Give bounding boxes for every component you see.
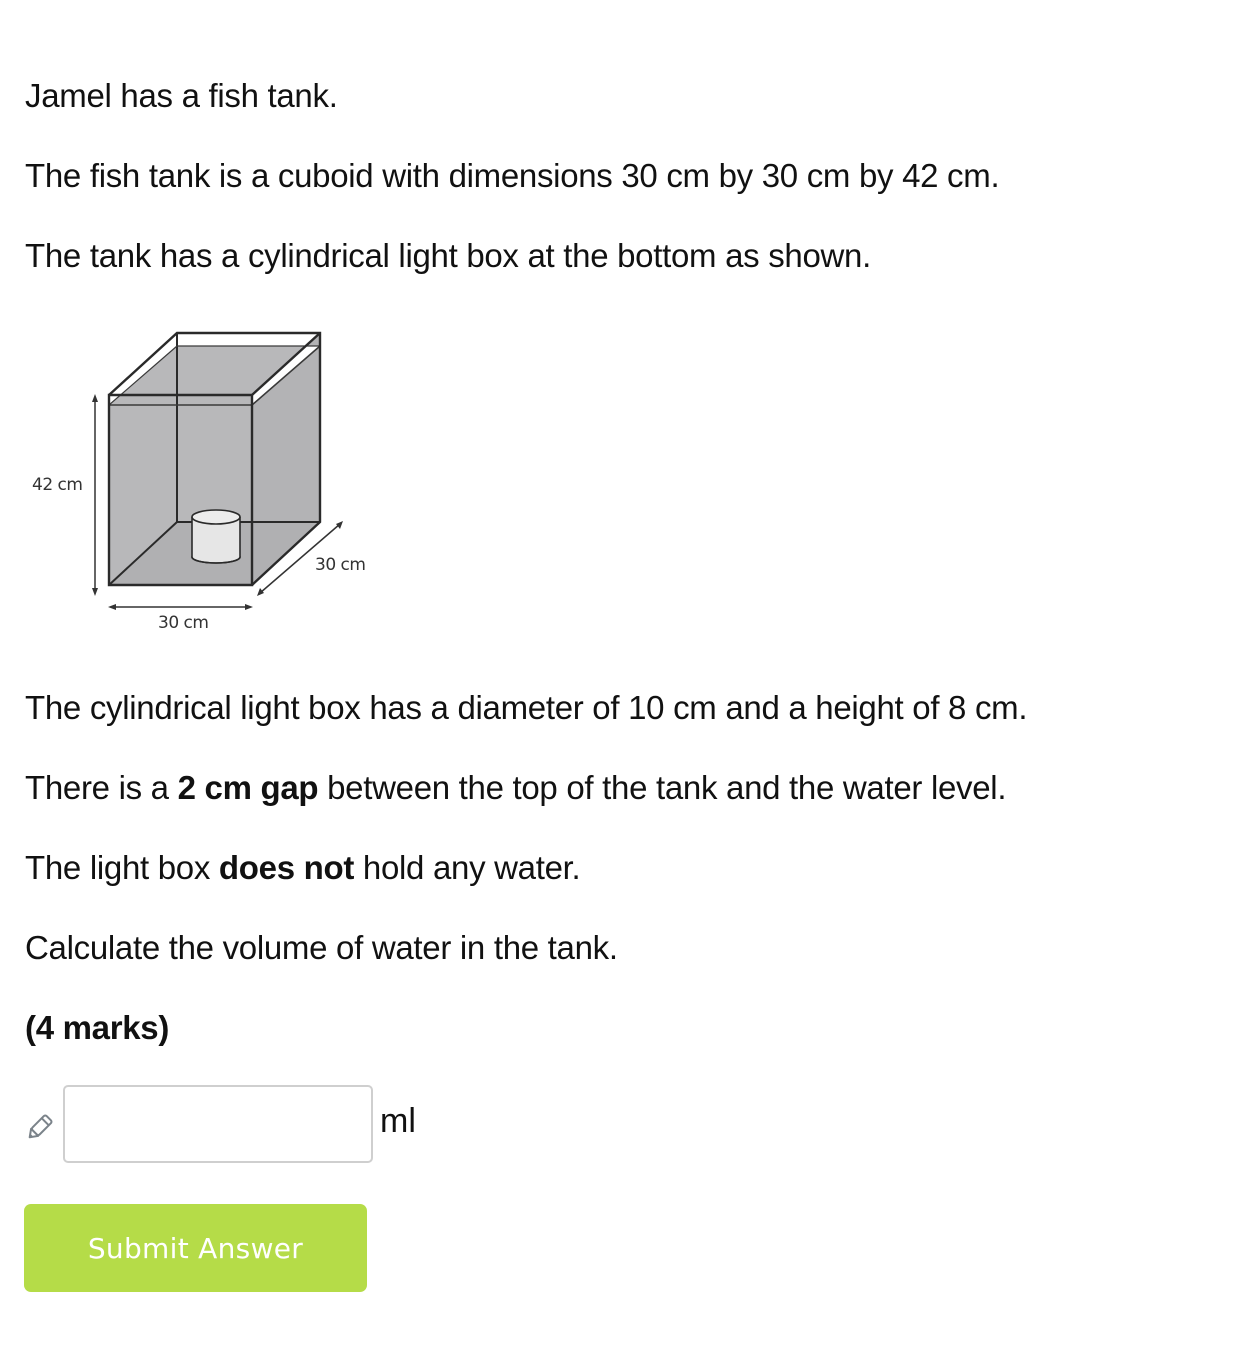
- question-text-intro: Jamel has a fish tank.: [25, 77, 338, 114]
- pencil-icon: [24, 1109, 58, 1143]
- emphasis-gap: 2 cm gap: [177, 769, 319, 806]
- fish-tank-diagram: [20, 310, 380, 650]
- height-dimension-arrow: [92, 394, 98, 596]
- text-segment: between the top of the tank and the water level.: [318, 769, 1007, 806]
- light-box-cylinder: [192, 510, 240, 563]
- answer-input[interactable]: [63, 1085, 373, 1163]
- question-text-no-water: [25, 848, 580, 888]
- question-text-cylinder-size: The cylindrical light box has a diameter of 10 cm and a height of 8 cm.: [25, 689, 1028, 726]
- height-label: 42 cm: [32, 475, 83, 495]
- question-text-instruction: Calculate the volume of water in the tank.: [25, 929, 618, 966]
- unit-label: ml: [380, 1102, 416, 1140]
- width-label: 30 cm: [158, 613, 209, 633]
- question-text-gap: [25, 768, 1006, 808]
- text-segment: hold any water.: [354, 849, 581, 886]
- emphasis-does-not: does not: [218, 849, 355, 886]
- text-segment: The light box: [25, 849, 219, 886]
- submit-answer-button[interactable]: Submit Answer: [24, 1204, 367, 1292]
- marks-label: (4 marks): [25, 1009, 170, 1046]
- question-text-light-box: The tank has a cylindrical light box at the bottom as shown.: [25, 237, 871, 274]
- width-dimension-arrow: [108, 604, 253, 610]
- text-segment: There is a: [25, 769, 178, 806]
- answer-row: [24, 1085, 524, 1163]
- depth-label: 30 cm: [315, 555, 366, 575]
- question-text-dimensions: The fish tank is a cuboid with dimensions 30 cm by 30 cm by 42 cm.: [25, 157, 1000, 194]
